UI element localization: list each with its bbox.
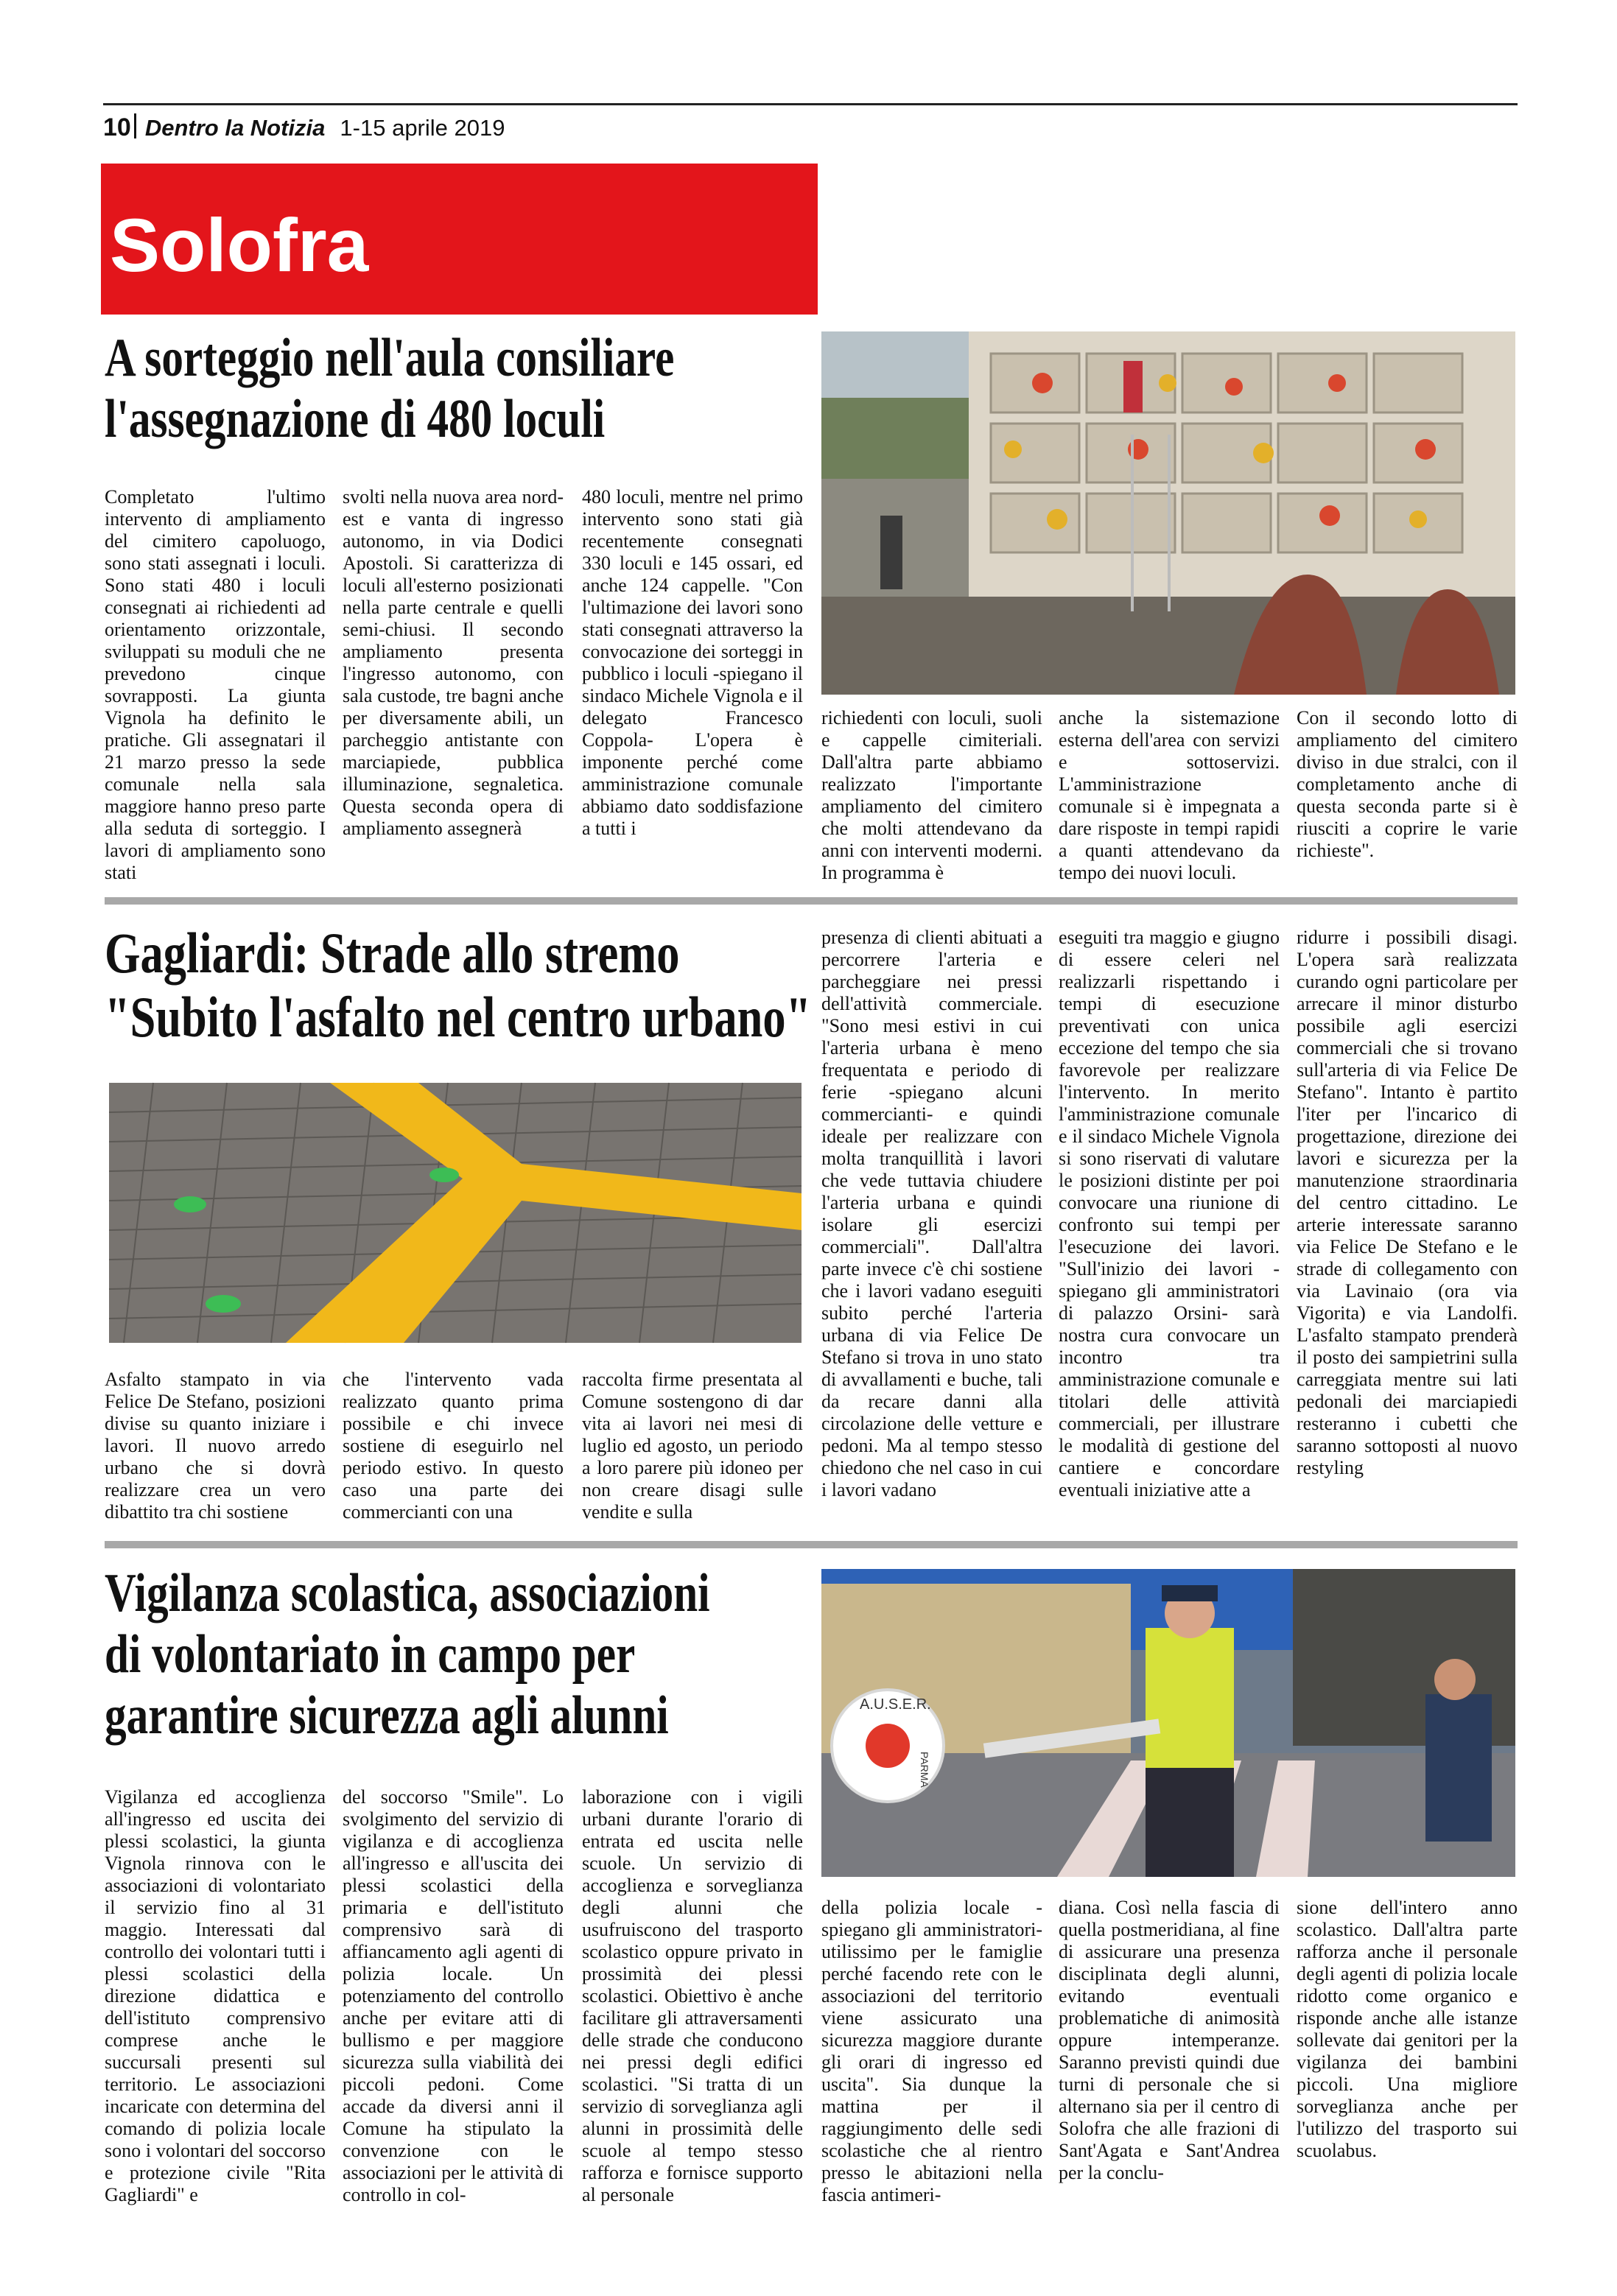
headline-line: Gagliardi: Strade allo stremo xyxy=(105,921,680,985)
article-headline xyxy=(105,921,811,1050)
school-crossing-photo xyxy=(821,1569,1515,1877)
article-column: diana. Così nella fascia di quella postmeridiana, al fine di assicurare una presenza disciplinata degli alunni, evitando eventuali problematiche di animosità oppure intemperanze. Saranno previsti quindi due turni di personale che si alternano sia per il centro di Solofra che alle frazioni di Sant'Agata e Sant'Andrea per la conclu- xyxy=(1059,1897,1280,2183)
article-column: Con il secondo lotto di ampliamento del cimitero diviso in due stralci, con il completamento anche di questa seconda parte si è riusciti a coprire le varie richieste". xyxy=(1297,707,1518,861)
paddle-label: A.U.S.E.R. xyxy=(860,1696,931,1713)
headline-line: garantire sicurezza agli alunni xyxy=(105,1685,669,1746)
section-banner xyxy=(101,164,818,315)
article-column: laborazione con i vigili urbani durante l'orario di entrata ed uscita nelle scuole. Un servizio di accoglienza e sorveglianza degli alunni che usufruiscono del trasporto scolastico oppure privato in prossimità dei plessi scolastici. Obiettivo è anche facilitare gli attraversamenti delle strade che conducono nei pressi degli edifici scolastici. "Si tratta di un servizio di sorveglianza agli alunni in prossimità delle scuole al tempo stesso rafforza e fornisce supporto al personale xyxy=(582,1786,803,2205)
headline-line: di volontariato in campo per xyxy=(105,1623,636,1685)
publication-name: Dentro la Notizia xyxy=(144,115,326,141)
yellow-pavement-photo xyxy=(109,1083,802,1343)
article-headline xyxy=(105,1563,710,1746)
page-number: 10 xyxy=(103,113,131,141)
article-column: Asfalto stampato in via Felice De Stefano, posizioni divise su quanto iniziare i lavori. Il nuovo arredo urbano che si dovrà realizzare crea un vero dibattito tra chi sostiene xyxy=(105,1369,326,1523)
issue-date: 1-15 aprile 2019 xyxy=(340,115,505,141)
headline-line: "Subito l'asfalto nel centro urbano" xyxy=(105,985,812,1050)
article-column: Completato l'ultimo intervento di ampliamento del cimitero capoluogo, sono stati assegnati i loculi. Sono stati 480 i loculi consegnati ai richiedenti ad orientamento orizzontale, sviluppati su moduli che ne prevedono cinque sovrapposti. La giunta Vignola ha definito le pratiche. Gli assegnatari il 21 marzo presso la sede comunale nella sala maggiore hanno preso parte alla seduta di sorteggio. I lavori di ampliamento sono stati xyxy=(105,486,326,883)
article-column: svolti nella nuova area nord-est e vanta di ingresso autonomo, in via Dodici Apostoli. Si caratterizza di loculi all'esterno posizionati nella parte centrale e quelli semi-chiusi. Il secondo ampliamento presenta l'ingresso autonomo, con sala custode, tre bagni anche per diversamente abili, un parcheggio antistante con marciapiede, pubblica illuminazione, segnaletica. Questa seconda opera di ampliamento assegnerà xyxy=(343,486,564,839)
headline-line: l'assegnazione di 480 loculi xyxy=(105,388,606,449)
article-column: 480 loculi, mentre nel primo intervento sono stati già recentemente consegnati 330 loculi e 145 ossari, ed anche 124 cappelle. "Con l'ultimazione dei lavori sono stati consegnati attraverso la convocazione dei sorteggi in pubblico i loculi -spiegano il sindaco Michele Vignola e il delegato Francesco Coppola- L'opera è imponente perché come amministrazione comunale abbiamo dato soddisfazione a tutti i xyxy=(582,486,803,839)
article-separator xyxy=(105,897,1518,905)
article-column: che l'intervento vada realizzato quanto prima possibile e chi invece sostiene di eseguirlo nel periodo estivo. In questo caso una parte dei commercianti con una xyxy=(343,1369,564,1523)
article-column: richiedenti con loculi, suoli e cappelle cimiteriali. Dall'altra parte abbiamo realizzato l'importante ampliamento del cimitero che molti attendevano da anni con interventi moderni. In programma è xyxy=(821,707,1042,883)
page-header xyxy=(103,110,505,142)
header-divider xyxy=(134,113,136,138)
article-column: Vigilanza ed accoglienza all'ingresso ed uscita dei plessi scolastici, la giunta Vignola rinnova con le associazioni di volontariato il servizio fino al 31 maggio. Interessati dal controllo dei volontari tutti i plessi scolastici della direzione didattica e dell'istituto comprensivo comprese anche le succursali presenti sul territorio. Le associazioni incaricate con determina del comando di polizia locale sono i volontari del soccorso e protezione civile "Rita Gagliardi" e xyxy=(105,1786,326,2205)
paddle-side-label: PARMA xyxy=(919,1752,930,1788)
article-column: ridurre i possibili disagi. L'opera sarà realizzata curando ogni particolare per arrecare il minor disturbo possibile agli esercizi commerciali che si trovano sull'arteria di via Felice De Stefano". Intanto è partito l'iter per l'incarico di progettazione, direzione dei lavori e sicurezza per la manutenzione straordinaria del centro cittadino. Le arterie interessate saranno via Felice De Stefano e le strade di collegamento con via Lavinaio (ora via Vigorita) e via Landolfi. L'asfalto stampato prenderà il posto dei sampietrini sulla carreggiata mentre sui lati pedonali dei marciapiedi resteranno i cubetti che saranno sottoposti al nuovo restyling xyxy=(1297,927,1518,1478)
article-column: anche la sistemazione esterna dell'area con servizi e sottoservizi. L'amministrazione comunale si è impegnata a dare risposte in tempi rapidi a quanti attendevano da tempo dei nuovi loculi. xyxy=(1059,707,1280,883)
headline-line: Vigilanza scolastica, associazioni xyxy=(105,1563,710,1623)
article-column: del soccorso "Smile". Lo svolgimento del servizio di vigilanza e di accoglienza all'ingresso e all'uscita dei plessi scolastici della primaria e dell'istituto comprensivo sarà di affiancamento agli agenti di polizia locale. Un potenziamento del controllo anche per evitare atti di bullismo e per maggiore sicurezza sulla viabilità dei piccoli pedoni. Come accade da diversi anni il Comune ha stipulato la convenzione con le associazioni per le attività di controllo in col- xyxy=(343,1786,564,2205)
article-column: presenza di clienti abituati a percorrere l'arteria e parcheggiare nei pressi dell'attività commerciale. "Sono mesi estivi in cui l'arteria urbana è meno frequentata e periodo di ferie -spiegano alcuni commercianti- e quindi ideale per realizzare con molta tranquillità i lavori che vede tuttavia chiudere l'arteria urbana e quindi isolare gli esercizi commerciali". Dall'altra parte invece c'è chi sostiene che i lavori vadano eseguiti subito perché l'arteria urbana di via Felice De Stefano si trova in uno stato di avvallamenti e buche, tali da recare danni alla circolazione delle vetture e pedoni. Ma al tempo stesso chiedono che nel caso in cui i lavori vadano xyxy=(821,927,1042,1500)
article-separator xyxy=(105,1541,1518,1548)
article-column: eseguiti tra maggio e giugno di essere celeri nel realizzarli rispettando i tempi di esecuzione preventivati con unica eccezione del tempo che sia favorevole per realizzare l'intervento. In merito l'amministrazione comunale e il sindaco Michele Vignola si sono riservati di valutare le posizioni distinte per poi convocare una riunione di confronto sui tempi per l'esecuzione dei lavori. "Sull'inizio dei lavori -spiegano gli amministratori di palazzo Orsini- sarà nostra cura convocare un incontro tra amministrazione comunale e titolari delle attività commerciali, per illustrare le modalità di gestione del cantiere e concordare eventuali iniziative atte a xyxy=(1059,927,1280,1500)
cemetery-photo xyxy=(821,331,1515,695)
article-column: sione dell'intero anno scolastico. Dall'altra parte rafforza anche il personale degli agenti di polizia locale ridotto come organico e risponde anche alle istanze sollevate dai genitori per la vigilanza dei bambini piccoli. Una migliore sorveglianza anche per l'utilizzo del trasporto sui scuolabus. xyxy=(1297,1897,1518,2161)
article-column: raccolta firme presentata al Comune sostengono di dar vita ai lavori nei mesi di luglio ed agosto, un periodo a loro parere più idoneo per non creare disagi sulle vendite e sulla xyxy=(582,1369,803,1523)
headline-line: A sorteggio nell'aula consiliare xyxy=(105,328,675,388)
article-column: della polizia locale -spiegano gli amministratori- utilissimo per le famiglie perché facendo rete con le associazioni del territorio viene assicurato una sicurezza maggiore durante gli orari di ingresso ed uscita". Sia dunque la mattina per il raggiungimento delle sedi scolastiche che al rientro presso le abitazioni nella fascia antimeri- xyxy=(821,1897,1042,2205)
section-title: Solofra xyxy=(110,203,369,287)
header-rule xyxy=(103,103,1518,105)
article-headline xyxy=(105,328,674,450)
